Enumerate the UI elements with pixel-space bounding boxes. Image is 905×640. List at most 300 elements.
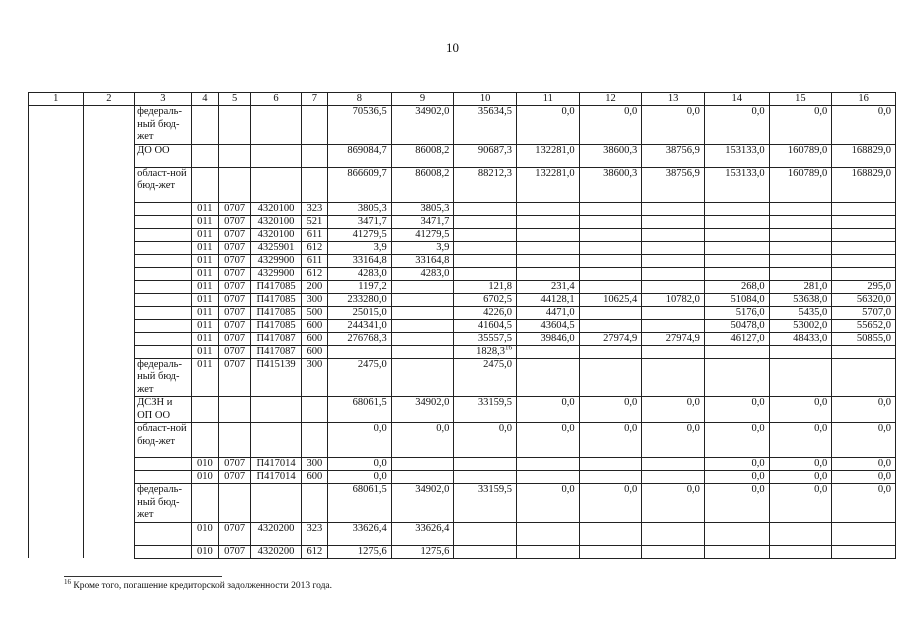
table-row (29, 397, 896, 423)
expense-type-cell: 300 (301, 358, 327, 397)
amount-value: 53638,0 (793, 293, 828, 305)
expense-type-cell: 323 (301, 202, 327, 215)
column-number-cell: 4 (191, 93, 218, 106)
amount-cell (328, 345, 392, 358)
amount-value: 33164,8 (415, 254, 450, 266)
budget-source-cell (135, 458, 192, 471)
empty-cell (83, 397, 135, 423)
expense-type-cell (301, 423, 327, 458)
amount-value: 34902,0 (415, 397, 450, 408)
amount-cell (642, 254, 705, 267)
amount-value: 0,0 (624, 423, 638, 434)
amount-value: 50855,0 (856, 332, 891, 344)
amount-cell (328, 306, 392, 319)
amount-cell (642, 319, 705, 332)
amount-cell (704, 293, 769, 306)
amount-value: 0,0 (373, 423, 387, 434)
target-item-cell: П417085 (251, 319, 302, 332)
table-row (29, 106, 896, 145)
amount-value: 56320,0 (856, 293, 891, 305)
amount-cell (517, 106, 580, 145)
amount-value: 0,0 (624, 484, 638, 495)
amount-cell (579, 458, 642, 471)
amount-cell (391, 293, 454, 306)
amount-value: 48433,0 (793, 332, 828, 344)
amount-cell (517, 215, 580, 228)
expense-type-cell (301, 106, 327, 145)
expense-type-cell (301, 397, 327, 423)
expense-type-cell (301, 144, 327, 167)
section-code-cell: 0707 (218, 254, 250, 267)
amount-cell (704, 306, 769, 319)
amount-cell (391, 522, 454, 545)
empty-cell (29, 471, 84, 484)
amount-value: 0,0 (373, 471, 387, 482)
target-item-cell: П417087 (251, 332, 302, 345)
empty-cell (83, 167, 135, 202)
amount-cell (454, 458, 517, 471)
column-number-cell: 5 (218, 93, 250, 106)
amount-value: 0,0 (814, 106, 828, 117)
amount-value: 0,0 (877, 484, 891, 495)
amount-value: 869084,7 (347, 144, 387, 156)
amount-cell (391, 215, 454, 228)
empty-cell (29, 280, 84, 293)
empty-cell (83, 202, 135, 215)
amount-cell (454, 215, 517, 228)
target-item-cell: 4329900 (251, 267, 302, 280)
amount-value: 295,0 (867, 280, 891, 292)
column-number-cell: 1 (29, 93, 84, 106)
grbs-code-cell: 011 (191, 241, 218, 254)
amount-cell (769, 423, 832, 458)
footnote-separator (64, 576, 222, 577)
amount-cell (642, 358, 705, 397)
amount-cell (328, 267, 392, 280)
column-number-cell: 15 (769, 93, 832, 106)
amount-value: 0,0 (686, 106, 700, 117)
target-item-cell: П417014 (251, 471, 302, 484)
amount-cell (454, 167, 517, 202)
amount-value: 41279,5 (415, 228, 450, 240)
table-row (29, 484, 896, 523)
amount-cell (454, 332, 517, 345)
amount-cell (517, 306, 580, 319)
amount-value: 38756,9 (665, 144, 700, 156)
amount-cell (704, 319, 769, 332)
empty-cell (83, 458, 135, 471)
amount-cell (454, 545, 517, 558)
amount-value: 35557,5 (477, 332, 512, 344)
target-item-cell: П417014 (251, 458, 302, 471)
amount-value: 0,0 (877, 471, 891, 482)
amount-cell (391, 202, 454, 215)
empty-cell (29, 306, 84, 319)
amount-cell (704, 280, 769, 293)
amount-cell (454, 345, 517, 358)
amount-value: 231,4 (551, 280, 575, 292)
amount-value: 34902,0 (415, 484, 450, 495)
table-row (29, 358, 896, 397)
grbs-code-cell: 011 (191, 332, 218, 345)
amount-value: 0,0 (561, 423, 575, 434)
empty-cell (83, 358, 135, 397)
empty-cell (83, 423, 135, 458)
amount-value: 0,0 (561, 484, 575, 495)
amount-value: 0,0 (751, 484, 765, 495)
budget-source-cell (135, 215, 192, 228)
amount-cell (704, 332, 769, 345)
amount-cell (454, 471, 517, 484)
expense-type-cell (301, 167, 327, 202)
amount-cell (704, 167, 769, 202)
target-item-cell: П417085 (251, 306, 302, 319)
amount-cell (832, 471, 896, 484)
amount-cell (517, 332, 580, 345)
amount-cell (454, 202, 517, 215)
amount-cell (517, 319, 580, 332)
table-row (29, 423, 896, 458)
amount-cell (328, 215, 392, 228)
empty-cell (83, 306, 135, 319)
empty-cell (83, 144, 135, 167)
amount-cell (642, 522, 705, 545)
amount-cell (642, 202, 705, 215)
empty-cell (83, 228, 135, 241)
column-number-cell: 13 (642, 93, 705, 106)
empty-cell (29, 358, 84, 397)
amount-cell (328, 358, 392, 397)
amount-cell (391, 254, 454, 267)
empty-cell (29, 345, 84, 358)
empty-cell (29, 319, 84, 332)
grbs-code-cell: 011 (191, 280, 218, 293)
amount-cell (579, 241, 642, 254)
amount-value: 4226,0 (483, 306, 512, 318)
table-row (29, 254, 896, 267)
amount-cell (769, 306, 832, 319)
empty-cell (83, 345, 135, 358)
table-row (29, 522, 896, 545)
expense-type-cell: 323 (301, 522, 327, 545)
target-item-cell (251, 144, 302, 167)
amount-value: 160789,0 (787, 167, 828, 179)
expense-type-cell: 612 (301, 267, 327, 280)
amount-cell (642, 267, 705, 280)
amount-cell (579, 423, 642, 458)
budget-source-cell: ДО ОО (135, 144, 192, 167)
amount-value: 0,0 (814, 484, 828, 495)
section-code-cell (218, 144, 250, 167)
table-row (29, 215, 896, 228)
amount-value: 0,0 (877, 397, 891, 408)
amount-cell (391, 471, 454, 484)
amount-cell (517, 280, 580, 293)
table-row (29, 167, 896, 202)
amount-cell (832, 254, 896, 267)
amount-cell (642, 397, 705, 423)
budget-source-cell (135, 241, 192, 254)
amount-cell (391, 458, 454, 471)
amount-value: 46127,0 (730, 332, 765, 344)
amount-value: 168829,0 (851, 144, 891, 156)
amount-value: 34902,0 (415, 106, 450, 117)
amount-cell (642, 545, 705, 558)
section-code-cell: 0707 (218, 358, 250, 397)
target-item-cell: 4320100 (251, 228, 302, 241)
column-number-row (29, 93, 896, 106)
empty-cell (29, 215, 84, 228)
target-item-cell: П417087 (251, 345, 302, 358)
empty-cell (83, 471, 135, 484)
amount-value: 3,9 (436, 241, 450, 253)
empty-cell (29, 423, 84, 458)
amount-value: 0,0 (877, 106, 891, 117)
amount-value: 38600,3 (603, 167, 638, 179)
amount-cell (454, 106, 517, 145)
target-item-cell: П415139 (251, 358, 302, 397)
amount-value: 866609,7 (347, 167, 387, 179)
amount-cell (454, 241, 517, 254)
target-item-cell (251, 397, 302, 423)
amount-cell (391, 144, 454, 167)
amount-value: 0,0 (751, 458, 765, 469)
table-row (29, 267, 896, 280)
amount-cell (769, 345, 832, 358)
amount-cell (832, 215, 896, 228)
amount-cell (769, 241, 832, 254)
table-row (29, 306, 896, 319)
amount-cell (704, 254, 769, 267)
budget-source-cell (135, 267, 192, 280)
amount-cell (328, 144, 392, 167)
amount-cell (454, 484, 517, 523)
amount-cell (704, 522, 769, 545)
expense-type-cell: 600 (301, 319, 327, 332)
amount-cell (642, 167, 705, 202)
section-code-cell: 0707 (218, 306, 250, 319)
budget-table (28, 92, 896, 559)
empty-cell (83, 293, 135, 306)
amount-cell (769, 332, 832, 345)
amount-cell (832, 358, 896, 397)
amount-cell (328, 241, 392, 254)
footnote (64, 577, 333, 591)
empty-cell (29, 267, 84, 280)
amount-cell (391, 484, 454, 523)
amount-cell (517, 423, 580, 458)
amount-value: 0,0 (686, 423, 700, 434)
amount-cell (769, 471, 832, 484)
section-code-cell (218, 106, 250, 145)
empty-cell (29, 202, 84, 215)
empty-cell (29, 106, 84, 145)
amount-cell (328, 458, 392, 471)
target-item-cell (251, 484, 302, 523)
amount-value: 3805,3 (357, 202, 387, 214)
empty-cell (83, 319, 135, 332)
budget-source-cell (135, 345, 192, 358)
grbs-code-cell: 010 (191, 458, 218, 471)
amount-value: 25015,0 (352, 306, 387, 318)
amount-value: 0,0 (751, 106, 765, 117)
amount-cell (517, 397, 580, 423)
amount-value: 41604,5 (477, 319, 512, 331)
empty-cell (83, 522, 135, 545)
amount-cell (642, 293, 705, 306)
amount-value: 33626,4 (352, 522, 387, 534)
budget-source-cell (135, 293, 192, 306)
budget-source-cell (135, 228, 192, 241)
budget-source-cell: федераль-ный бюд-жет (135, 358, 192, 397)
empty-cell (29, 241, 84, 254)
section-code-cell: 0707 (218, 241, 250, 254)
empty-cell (83, 106, 135, 145)
amount-value: 6702,5 (483, 293, 512, 305)
empty-cell (29, 167, 84, 202)
amount-cell (832, 293, 896, 306)
amount-value: 55652,0 (856, 319, 891, 331)
amount-cell (832, 423, 896, 458)
column-number-cell: 9 (391, 93, 454, 106)
amount-value: 4471,0 (545, 306, 575, 318)
amount-cell (704, 241, 769, 254)
section-code-cell: 0707 (218, 228, 250, 241)
expense-type-cell: 611 (301, 254, 327, 267)
amount-value: 5707,0 (862, 306, 891, 318)
grbs-code-cell: 010 (191, 471, 218, 484)
amount-cell (454, 228, 517, 241)
amount-cell (832, 458, 896, 471)
amount-cell (769, 522, 832, 545)
amount-cell (391, 345, 454, 358)
table-row (29, 471, 896, 484)
budget-source-cell: област-ной бюд-жет (135, 423, 192, 458)
expense-type-cell: 600 (301, 471, 327, 484)
amount-value: 0,0 (624, 106, 638, 117)
column-number-cell: 11 (517, 93, 580, 106)
amount-cell (579, 106, 642, 145)
amount-cell (769, 545, 832, 558)
amount-cell (579, 254, 642, 267)
grbs-code-cell: 011 (191, 345, 218, 358)
amount-value: 2475,0 (357, 358, 387, 370)
amount-cell (517, 202, 580, 215)
target-item-cell: 4320100 (251, 215, 302, 228)
amount-cell (579, 397, 642, 423)
amount-cell (642, 458, 705, 471)
budget-source-cell: ДСЗН и ОП ОО (135, 397, 192, 423)
empty-cell (29, 397, 84, 423)
grbs-code-cell: 011 (191, 319, 218, 332)
amount-cell (704, 144, 769, 167)
column-number-cell: 7 (301, 93, 327, 106)
amount-cell (328, 202, 392, 215)
empty-cell (29, 293, 84, 306)
amount-cell (769, 215, 832, 228)
amount-value: 5435,0 (798, 306, 828, 318)
amount-cell (832, 267, 896, 280)
empty-cell (83, 241, 135, 254)
amount-value: 2475,0 (483, 358, 512, 370)
grbs-code-cell (191, 397, 218, 423)
amount-value: 3,9 (373, 241, 387, 253)
amount-cell (832, 545, 896, 558)
amount-cell (642, 144, 705, 167)
column-number-cell: 2 (83, 93, 135, 106)
amount-cell (328, 471, 392, 484)
target-item-cell: 4320100 (251, 202, 302, 215)
amount-cell (517, 522, 580, 545)
table-row (29, 202, 896, 215)
amount-cell (832, 106, 896, 145)
amount-cell (704, 106, 769, 145)
amount-value: 3471,7 (357, 215, 387, 227)
amount-value: 70536,5 (352, 106, 387, 117)
amount-cell (517, 167, 580, 202)
section-code-cell: 0707 (218, 202, 250, 215)
amount-cell (642, 215, 705, 228)
amount-value: 132281,0 (535, 167, 575, 179)
amount-cell (328, 319, 392, 332)
target-item-cell: 4320200 (251, 545, 302, 558)
amount-value: 41279,5 (352, 228, 387, 240)
amount-value: 1275,6 (420, 545, 450, 557)
amount-value: 244341,0 (347, 319, 387, 331)
column-number-cell: 3 (135, 93, 192, 106)
amount-cell (704, 423, 769, 458)
amount-cell (832, 397, 896, 423)
amount-value: 276768,3 (347, 332, 387, 344)
amount-cell (832, 144, 896, 167)
amount-cell (769, 106, 832, 145)
amount-cell (517, 471, 580, 484)
amount-cell (454, 280, 517, 293)
amount-value: 0,0 (814, 471, 828, 482)
column-number-cell: 12 (579, 93, 642, 106)
amount-value: 10625,4 (603, 293, 638, 305)
amount-cell (832, 167, 896, 202)
table-row (29, 144, 896, 167)
budget-source-cell: област-ной бюд-жет (135, 167, 192, 202)
amount-cell (704, 397, 769, 423)
amount-cell (328, 522, 392, 545)
section-code-cell (218, 397, 250, 423)
amount-value: 50478,0 (730, 319, 765, 331)
empty-cell (83, 280, 135, 293)
amount-cell (704, 471, 769, 484)
amount-cell (328, 484, 392, 523)
amount-value: 10782,0 (665, 293, 700, 305)
amount-cell (769, 254, 832, 267)
expense-type-cell: 521 (301, 215, 327, 228)
amount-cell (391, 545, 454, 558)
amount-value: 3805,3 (420, 202, 450, 214)
table-body (29, 93, 896, 559)
amount-cell (391, 106, 454, 145)
amount-value: 0,0 (561, 106, 575, 117)
amount-cell (579, 332, 642, 345)
column-number-cell: 16 (832, 93, 896, 106)
amount-cell (642, 484, 705, 523)
expense-type-cell: 611 (301, 228, 327, 241)
section-code-cell: 0707 (218, 215, 250, 228)
amount-cell (704, 267, 769, 280)
amount-value: 33626,4 (415, 522, 450, 534)
amount-cell (579, 167, 642, 202)
amount-value: 153133,0 (725, 167, 765, 179)
amount-value: 68061,5 (352, 397, 387, 408)
